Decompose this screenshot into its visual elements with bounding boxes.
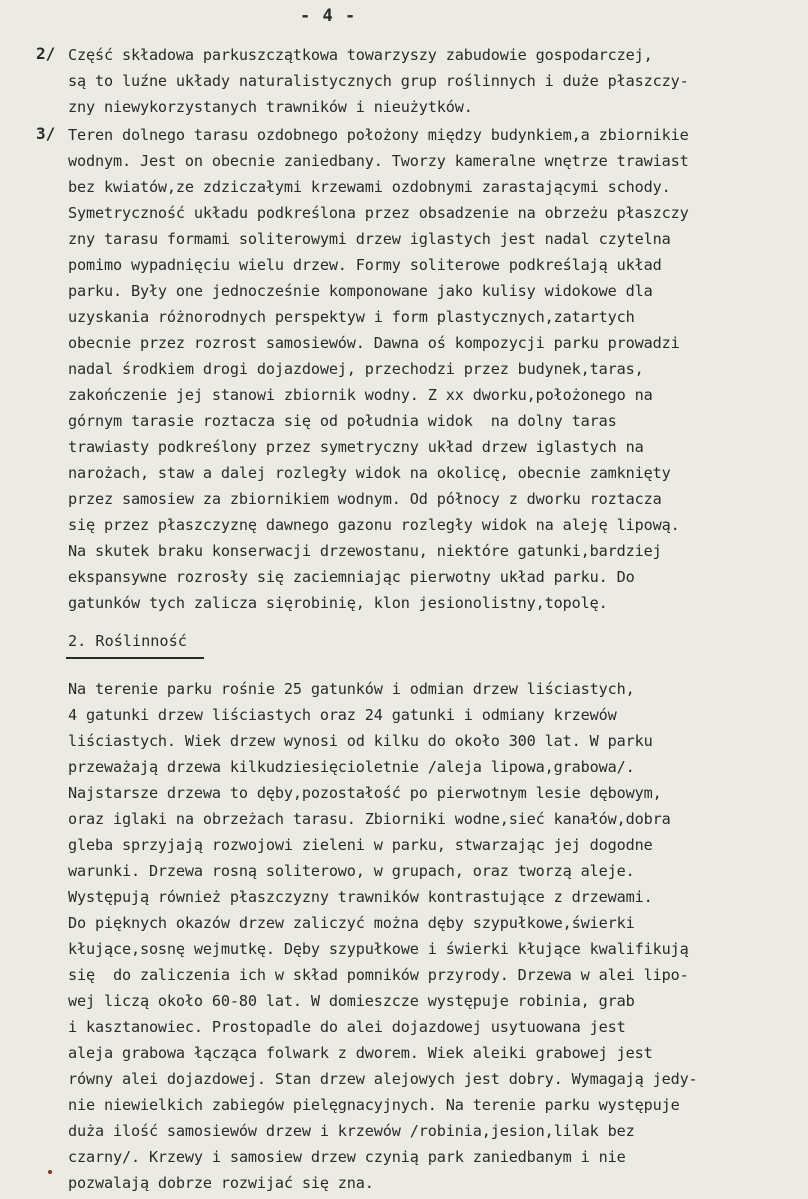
text-line: przeważają drzewa kilkudziesięcioletnie /aleja lipowa,grabowa/. (68, 758, 635, 776)
text-line: uzyskania różnorodnych perspektyw i form plastycznych,zatartych (68, 308, 635, 326)
text-line: Najstarsze drzewa to dęby,pozostałość po pierwotnym lesie dębowym, (68, 784, 662, 802)
text-line: gatunków tych zalicza sięrobinię, klon jesionolistny,topolę. (68, 594, 608, 612)
text-line: zny tarasu formami soliterowymi drzew iglastych jest nadal czytelna (68, 230, 671, 248)
text-line: pomimo wypadnięciu wielu drzew. Formy soliterowe podkreślają układ (68, 256, 662, 274)
text-line: zakończenie jej stanowi zbiornik wodny. Z xx dworku,położonego na (68, 386, 653, 404)
text-line: Na terenie parku rośnie 25 gatunków i odmian drzew liściastych, (68, 680, 635, 698)
text-line: Występują również płaszczyzny trawników kontrastujące z drzewami. (68, 888, 653, 906)
text-line: równy alei dojazdowej. Stan drzew alejowych jest dobry. Wymagają jedy- (68, 1070, 698, 1088)
text-line: wodnym. Jest on obecnie zaniedbany. Tworzy kameralne wnętrze trawiast (68, 152, 689, 170)
text-line: nie niewielkich zabiegów pielęgnacyjnych. Na terenie parku występuje (68, 1096, 680, 1114)
text-line: bez kwiatów,ze zdziczałymi krzewami ozdobnymi zarastającymi schody. (68, 178, 671, 196)
ink-dot (48, 1170, 52, 1174)
text-line: Część składowa parkuszczątkowa towarzyszy zabudowie gospodarczej, (68, 46, 653, 64)
text-line: kłujące,sosnę wejmutkę. Dęby szypułkowe i świerki kłujące kwalifikują (68, 940, 689, 958)
text-line: warunki. Drzewa rosną soliterowo, w grupach, oraz tworzą aleje. (68, 862, 635, 880)
text-line: Teren dolnego tarasu ozdobnego położony między budynkiem,a zbiornikie (68, 126, 689, 144)
text-line: są to luźne układy naturalistycznych grup roślinnych i duże płaszczy- (68, 72, 689, 90)
heading-underline (66, 657, 204, 659)
text-line: zny niewykorzystanych trawników i nieużytków. (68, 98, 473, 116)
text-line: trawiasty podkreślony przez symetryczny układ drzew iglastych na (68, 438, 644, 456)
page-number: - 4 - (300, 6, 357, 26)
text-line: wej liczą około 60-80 lat. W domieszcze występuje robinia, grab (68, 992, 635, 1010)
text-line: duża ilość samosiewów drzew i krzewów /robinia,jesion,lilak bez (68, 1122, 635, 1140)
section-heading: 2. Roślinność (68, 632, 187, 650)
text-line: się do zaliczenia ich w skład pomników przyrody. Drzewa w alei lipo- (68, 966, 689, 984)
text-line: aleja grabowa łącząca folwark z dworem. Wiek aleiki grabowej jest (68, 1044, 653, 1062)
text-line: narożach, staw a dalej rozległy widok na okolicę, obecnie zamknięty (68, 464, 671, 482)
text-line: Do pięknych okazów drzew zaliczyć można dęby szypułkowe,świerki (68, 914, 635, 932)
text-line: czarny/. Krzewy i samosiew drzew czynią park zaniedbanym i nie (68, 1148, 626, 1166)
text-line: pozwalają dobrze rozwijać się zna. (68, 1174, 374, 1192)
text-line: przez samosiew za zbiornikiem wodnym. Od północy z dworku roztacza (68, 490, 662, 508)
text-line: nadal środkiem drogi dojazdowej, przechodzi przez budynek,taras, (68, 360, 644, 378)
item-3-marker: 3/ (36, 124, 56, 143)
text-line: Symetryczność układu podkreślona przez obsadzenie na obrzeżu płaszczy (68, 204, 689, 222)
text-line: liściastych. Wiek drzew wynosi od kilku do około 300 lat. W parku (68, 732, 653, 750)
text-line: oraz iglaki na obrzeżach tarasu. Zbiorniki wodne,sieć kanałów,dobra (68, 810, 671, 828)
text-line: gleba sprzyjają rozwojowi zieleni w parku, stwarzając jej dogodne (68, 836, 653, 854)
text-line: parku. Były one jednocześnie komponowane jako kulisy widokowe dla (68, 282, 653, 300)
text-line: i kasztanowiec. Prostopadle do alei dojazdowej usytuowana jest (68, 1018, 626, 1036)
text-line: obecnie przez rozrost samosiewów. Dawna oś kompozycji parku prowadzi (68, 334, 680, 352)
text-line: górnym tarasie roztacza się od południa widok na dolny taras (68, 412, 617, 430)
text-line: 4 gatunki drzew liściastych oraz 24 gatunki i odmiany krzewów (68, 706, 617, 724)
text-line: Na skutek braku konserwacji drzewostanu, niektóre gatunki,bardziej (68, 542, 662, 560)
item-2-marker: 2/ (36, 44, 56, 63)
text-line: się przez płaszczyznę dawnego gazonu rozległy widok na aleję lipową. (68, 516, 680, 534)
text-line: ekspansywne rozrosły się zaciemniając pierwotny układ parku. Do (68, 568, 635, 586)
